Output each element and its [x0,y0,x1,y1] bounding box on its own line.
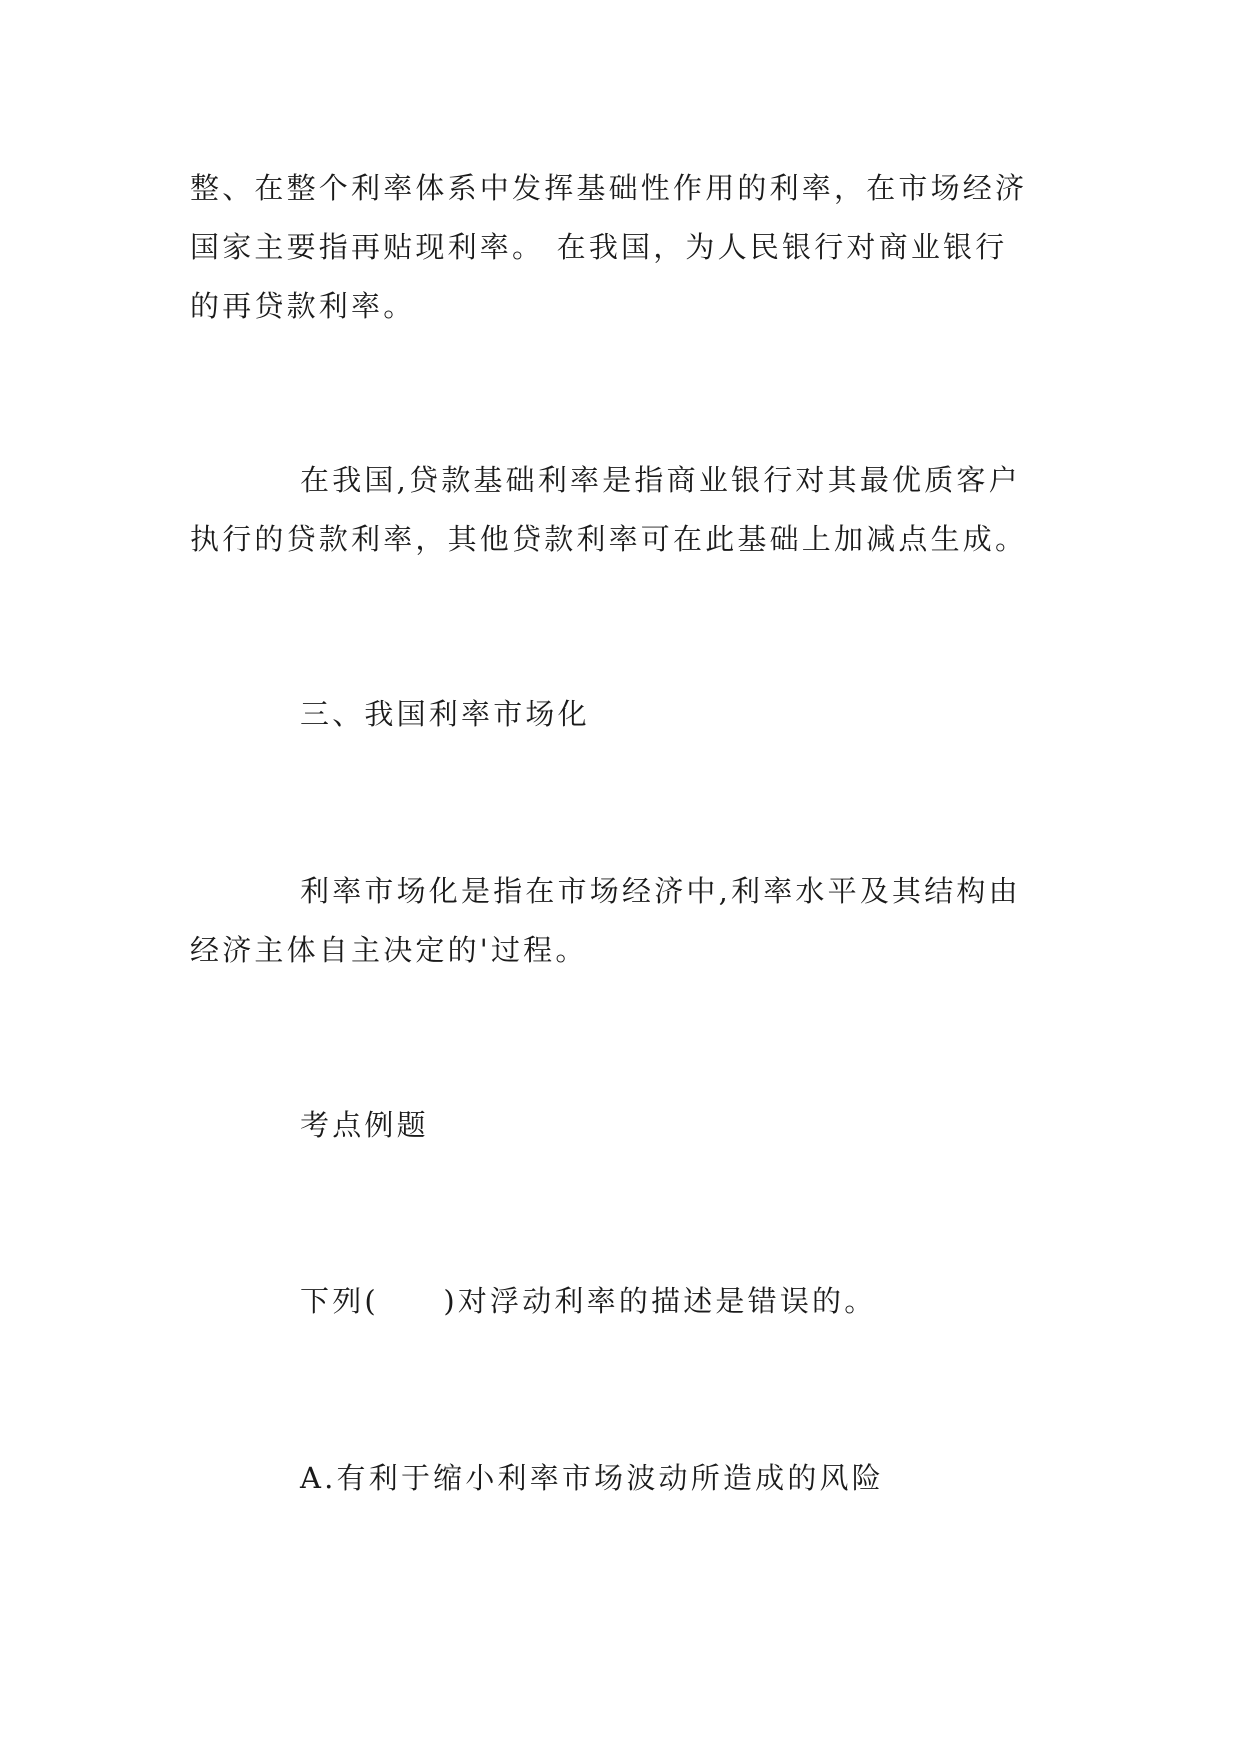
paragraph-4-line-2: 经济主体自主决定的'过程。 [190,933,588,967]
option-a: A.有利于缩小利率市场波动所造成的风险 [300,1461,884,1495]
paragraph-2-line-2: 执行的贷款利率，其他贷款利率可在此基础上加减点生成。 [190,522,1028,556]
example-heading: 考点例题 [300,1108,429,1142]
paragraph-4-line-1: 利率市场化是指在市场经济中,利率水平及其结构由 [300,874,1021,908]
section-heading: 三、我国利率市场化 [300,697,590,731]
paragraph-1-line-1: 整、在整个利率体系中发挥基础性作用的利率，在市场经济 [190,171,1028,205]
paragraph-1-line-2: 国家主要指再贴现利率。 在我国，为人民银行对商业银行 [190,230,1008,264]
question-text: 下列( )对浮动利率的描述是错误的。 [300,1284,877,1318]
paragraph-1-line-3: 的再贷款利率。 [190,289,416,323]
paragraph-2-line-1: 在我国,贷款基础利率是指商业银行对其最优质客户 [300,463,1021,497]
